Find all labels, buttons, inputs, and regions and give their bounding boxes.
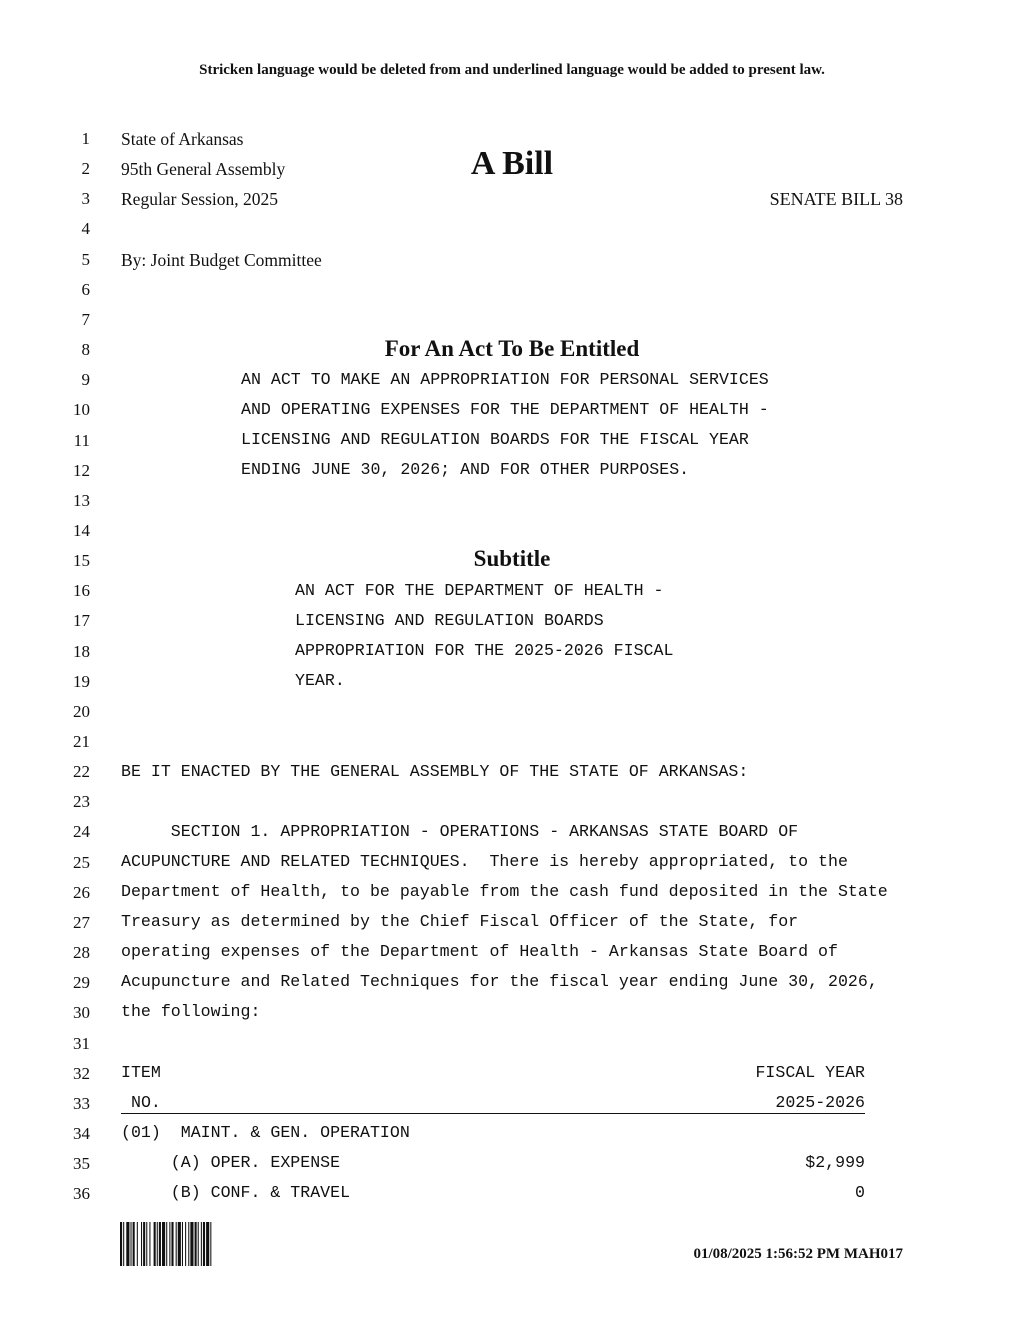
line-number: 17 [73, 611, 90, 630]
assembly: 95th General Assembly [121, 159, 286, 179]
table-row-value: $2,999 [805, 1153, 865, 1172]
table-row-label: (B) CONF. & TRAVEL [121, 1183, 351, 1202]
table-row-label: (01) MAINT. & GEN. OPERATION [121, 1123, 410, 1142]
line-number: 30 [73, 1003, 90, 1022]
line-number: 36 [73, 1184, 90, 1203]
barcode [120, 1222, 250, 1266]
line-number: 16 [73, 581, 90, 600]
line-number: 18 [73, 642, 90, 661]
line-number: 21 [73, 732, 90, 751]
line-number: 13 [73, 491, 90, 510]
subtitle-line: APPROPRIATION FOR THE 2025-2026 FISCAL [295, 641, 674, 660]
line-number: 24 [73, 822, 90, 841]
table-header-fiscal-year: FISCAL YEAR [755, 1063, 865, 1082]
line-number: 11 [73, 431, 90, 450]
title-heading: For An Act To Be Entitled [384, 336, 640, 361]
line-number: 22 [73, 762, 90, 781]
subtitle-line: AN ACT FOR THE DEPARTMENT OF HEALTH - [295, 581, 664, 600]
sponsor: By: Joint Budget Committee [121, 250, 322, 270]
state-name: State of Arkansas [121, 129, 244, 149]
session: Regular Session, 2025 [121, 189, 279, 209]
subtitle-line: LICENSING AND REGULATION BOARDS [295, 611, 604, 630]
line-number: 14 [73, 521, 90, 540]
table-header-years: 2025-2026 [775, 1093, 865, 1112]
table-row-label: (A) OPER. EXPENSE [121, 1153, 341, 1172]
notice-banner: Stricken language would be deleted from and underlined language would be added to present law. [199, 62, 825, 78]
line-number: 23 [73, 792, 90, 811]
line-number: 1 [81, 129, 90, 148]
section-text-line: Department of Health, to be payable from the cash fund deposited in the State [121, 882, 888, 901]
title-line: AND OPERATING EXPENSES FOR THE DEPARTMENT OF HEALTH - [241, 400, 769, 419]
line-number: 10 [73, 400, 90, 419]
table-header-item: ITEM [121, 1063, 161, 1082]
line-number: 35 [73, 1154, 90, 1173]
line-number: 2 [81, 159, 90, 178]
title-line: ENDING JUNE 30, 2026; AND FOR OTHER PURPOSES. [241, 460, 690, 479]
title-line: AN ACT TO MAKE AN APPROPRIATION FOR PERSONAL SERVICES [241, 370, 769, 389]
section-text-line: the following: [121, 1002, 261, 1021]
bill-number: SENATE BILL 38 [769, 189, 903, 209]
line-number: 29 [73, 973, 90, 992]
line-number: 19 [73, 672, 90, 691]
table-header-no: NO. [131, 1093, 161, 1112]
section-text-line: operating expenses of the Department of Health - Arkansas State Board of [121, 942, 838, 961]
line-number: 4 [81, 219, 90, 238]
line-number: 28 [73, 943, 90, 962]
line-number: 34 [73, 1124, 90, 1143]
section-text-line: Treasury as determined by the Chief Fiscal Officer of the State, for [121, 912, 799, 931]
section-text-line: SECTION 1. APPROPRIATION - OPERATIONS - ARKANSAS STATE BOARD OF [121, 822, 799, 841]
line-number: 20 [73, 702, 90, 721]
table-row-value: 0 [855, 1183, 865, 1202]
title-line: LICENSING AND REGULATION BOARDS FOR THE FISCAL YEAR [241, 430, 749, 449]
line-number: 6 [81, 280, 90, 299]
footer-timestamp-id: 01/08/2025 1:56:52 PM MAH017 [693, 1246, 903, 1262]
line-number: 27 [73, 913, 90, 932]
section-text-line: Acupuncture and Related Techniques for the fiscal year ending June 30, 2026, [121, 972, 878, 991]
section-text-line: ACUPUNCTURE AND RELATED TECHNIQUES. There is hereby appropriated, to the [121, 852, 848, 871]
subtitle-line: YEAR. [295, 671, 345, 690]
line-number: 9 [81, 370, 90, 389]
line-number: 12 [73, 461, 90, 480]
line-number: 5 [81, 250, 90, 269]
line-number: 31 [73, 1034, 90, 1053]
subtitle-heading: Subtitle [473, 546, 551, 571]
line-number: 15 [73, 551, 90, 570]
line-number: 3 [81, 189, 90, 208]
line-number: 32 [73, 1064, 90, 1083]
line-number: 8 [81, 340, 90, 359]
line-number: 7 [81, 310, 90, 329]
document-type: A Bill [470, 145, 554, 182]
line-number: 25 [73, 853, 90, 872]
line-number: 33 [73, 1094, 90, 1113]
line-number: 26 [73, 883, 90, 902]
table-header-underline [121, 1093, 865, 1114]
enacting-clause: BE IT ENACTED BY THE GENERAL ASSEMBLY OF THE STATE OF ARKANSAS: [121, 762, 749, 781]
